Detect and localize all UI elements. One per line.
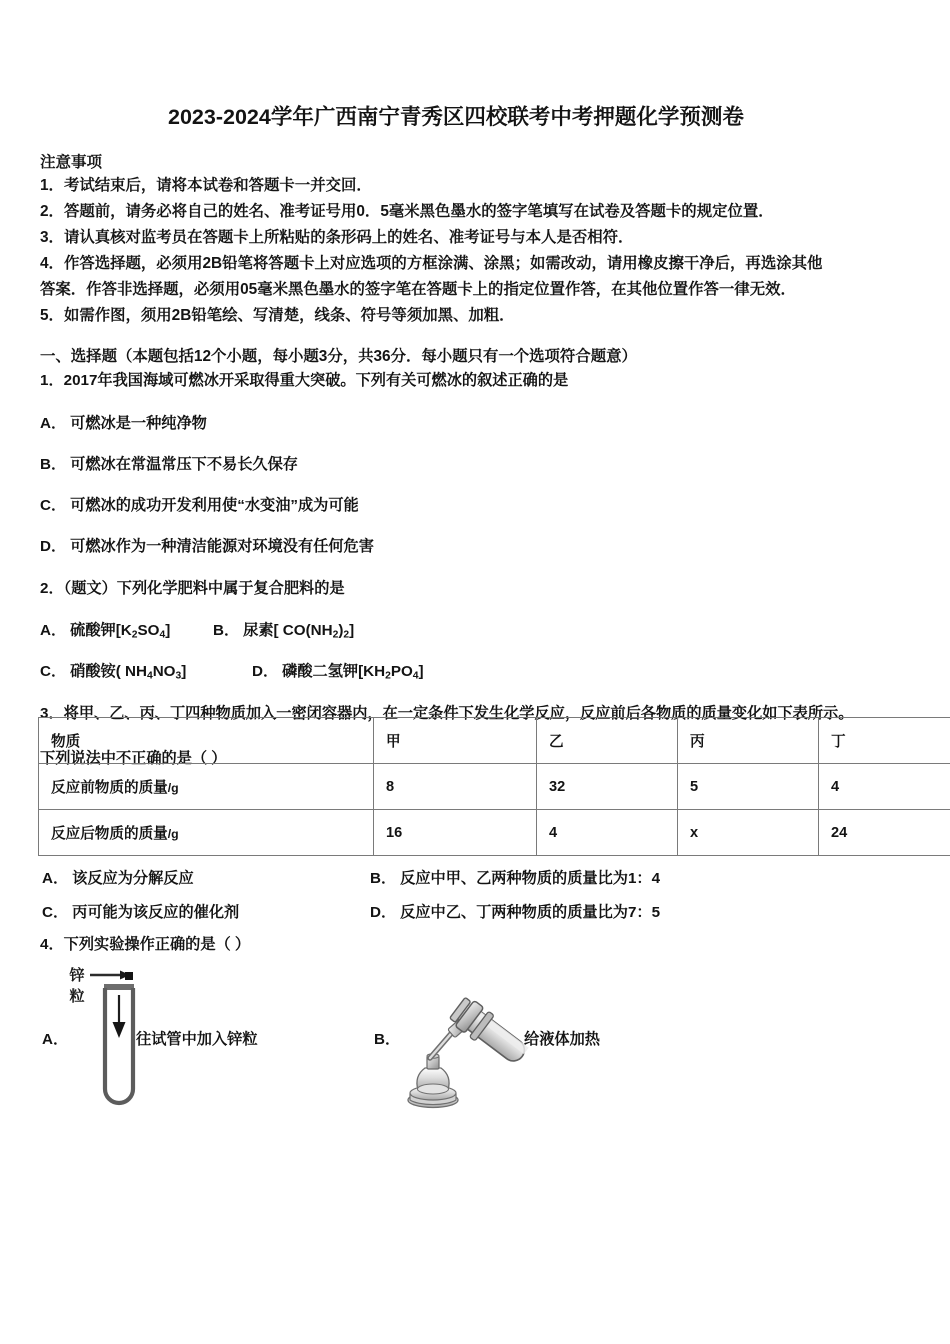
table-row-after — [39, 810, 950, 856]
option-text: 反应中甲、乙两种物质的质量比为1：4 — [400, 870, 661, 887]
option-text: 该反应为分解反应 — [72, 870, 194, 887]
table-cell-yi-header: 乙 — [537, 718, 678, 764]
option-label: A． — [42, 870, 69, 887]
notice-line: 1．考试结束后，请将本试卷和答题卡一并交回． — [40, 177, 372, 194]
question-3-option-c — [42, 901, 239, 922]
option-text: 可燃冰的成功开发利用使“水变油”成为可能 — [70, 497, 359, 514]
question-2-option-d — [252, 660, 424, 681]
zinc-granule-annotation: 锌粒 — [69, 967, 85, 1005]
notice-line: 3．请认真核对监考员在答题卡上所粘贴的条形码上的姓名、准考证号与本人是否相符． — [40, 229, 634, 246]
option-label: C． — [42, 904, 69, 921]
question-3-option-b — [370, 867, 660, 888]
table-row-before — [39, 764, 950, 810]
table-cell-value: 24 — [819, 810, 950, 856]
table-row-header — [39, 718, 950, 764]
question-2-option-c — [40, 660, 186, 681]
question-1-option-c — [40, 494, 359, 515]
table-cell-jia-header: 甲 — [374, 718, 537, 764]
table-cell-ding-header: 丁 — [819, 718, 950, 764]
option-text: 可燃冰在常温常压下不易长久保存 — [70, 456, 298, 473]
table-cell-value: 4 — [819, 764, 950, 810]
notice-list — [40, 173, 920, 329]
question-1-option-d — [40, 535, 374, 556]
mass-change-table — [38, 717, 950, 856]
table-cell-bing-header: 丙 — [678, 718, 819, 764]
option-label: B． — [40, 456, 67, 473]
question-1-option-a — [40, 412, 207, 433]
question-2-stem: 2．（题文）下列化学肥料中属于复合肥料的是 — [40, 580, 345, 597]
notice-line: 4．作答选择题，必须用2B铅笔将答题卡上对应选项的方框涂满、涂黑；如需改动，请用橡皮擦干净后，再选涂其他 — [40, 255, 823, 272]
option-label: A． — [40, 622, 67, 639]
option-label: B． — [370, 870, 397, 887]
table-cell-substance-header: 物质 — [39, 718, 374, 764]
question-2-option-a — [40, 619, 170, 640]
option-text: 磷酸二氢钾$[KH_2PO_4]$ — [282, 663, 424, 682]
table-cell-value: 16 — [374, 810, 537, 856]
page-title: 2023-2024学年广西南宁青秀区四校联考中考押题化学预测卷 — [168, 105, 744, 129]
question-3-option-a — [42, 867, 194, 888]
table-cell-value: 8 — [374, 764, 537, 810]
question-4-stem: 4．下列实验操作正确的是（ ） — [40, 936, 251, 953]
question-3-option-d — [370, 901, 660, 922]
option-text: 可燃冰作为一种清洁能源对环境没有任何危害 — [70, 538, 374, 555]
option-label: D． — [40, 538, 67, 555]
table-cell-row-label: 反应前物质的质量/g — [39, 764, 374, 810]
notice-line: 5．如需作图，须用2B铅笔绘、写清楚，线条、符号等须加黑、加粗． — [40, 307, 515, 324]
figure-b-option-letter: B． — [374, 1031, 401, 1048]
table-cell-value: 5 — [678, 764, 819, 810]
table-cell-value: 4 — [537, 810, 678, 856]
option-text: 硝酸铵( $NH_4NO_3$] — [70, 663, 187, 682]
option-label: B． — [213, 622, 240, 639]
option-text: 可燃冰是一种纯净物 — [70, 415, 207, 432]
section-heading: 一、选择题（本题包括12个小题，每小题3分，共36分．每小题只有一个选项符合题意） — [40, 348, 637, 365]
option-text: 尿素[ $CO(NH_2)_2$] — [243, 622, 355, 641]
notice-line: 答案．作答非选择题，必须用05毫米黑色墨水的签字笔在答题卡上的指定位置作答，在其他位置作答一律无效． — [40, 281, 796, 298]
table-cell-value: 32 — [537, 764, 678, 810]
option-label: C． — [40, 663, 67, 680]
alcohol-lamp-heating-liquid-icon — [396, 994, 536, 1114]
question-3-stem-line1: 3．将甲、乙、丙、丁四种物质加入一密闭容器内，在一定条件下发生化学反应，反应前后各物质的质量变化如下表所示。 — [40, 705, 854, 722]
question-2-option-b — [213, 619, 354, 640]
question-3-stem-line2: 下列说法中不正确的是（ ） — [40, 750, 227, 767]
table-cell-value: x — [678, 810, 819, 856]
notice-heading: 注意事项 — [40, 154, 103, 171]
table-cell-row-label: 反应后物质的质量/g — [39, 810, 374, 856]
question-1-stem: 1．2017年我国海域可燃冰开采取得重大突破。下列有关可燃冰的叙述正确的是 — [40, 372, 569, 389]
option-label: D． — [252, 663, 279, 680]
option-label: A． — [40, 415, 67, 432]
figure-a-caption: 往试管中加入锌粒 — [136, 1031, 258, 1048]
option-text: 反应中乙、丁两种物质的质量比为7：5 — [400, 904, 661, 921]
option-label: D． — [370, 904, 397, 921]
figure-a-option-letter: A． — [42, 1031, 69, 1048]
figure-b-caption: 给液体加热 — [524, 1031, 600, 1048]
option-label: C． — [40, 497, 67, 514]
option-text: 丙可能为该反应的催化剂 — [72, 904, 240, 921]
notice-line: 2．答题前，请务必将自己的姓名、准考证号用0．5毫米黑色墨水的签字笔填写在试卷及答题卡的规定位置． — [40, 203, 774, 220]
question-1-option-b — [40, 453, 298, 474]
option-text: 硫酸钾$[K_2SO_4]$ — [70, 622, 171, 641]
